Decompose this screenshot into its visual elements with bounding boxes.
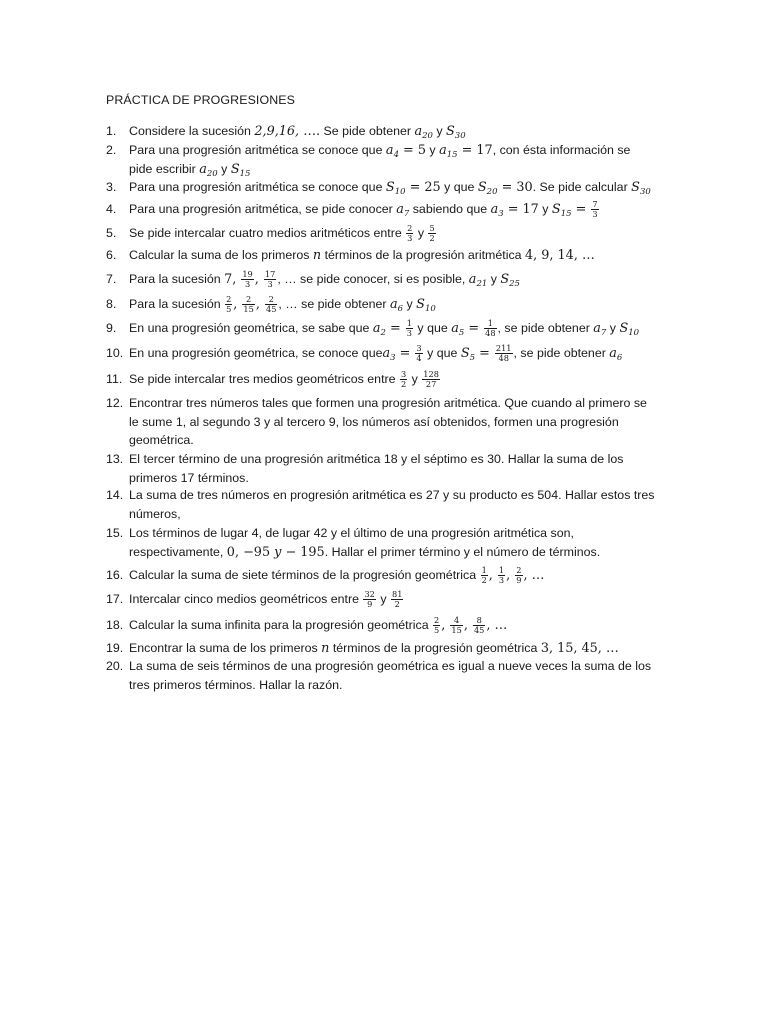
math-variable: $a_3$ — [382, 346, 396, 363]
fraction — [515, 566, 522, 585]
math-expression: n — [312, 248, 322, 263]
math-variable: $a_2$ — [372, 321, 386, 338]
fraction — [415, 344, 422, 363]
math-subscript: 30 — [454, 131, 466, 141]
text-line — [129, 319, 659, 338]
math-expression: = — [385, 321, 405, 336]
fraction-numerator: 211 — [495, 343, 512, 354]
text-line — [129, 566, 659, 585]
text-run: términos de la progresión aritmética — [321, 248, 525, 262]
math-variable: $S_{15}$ — [230, 161, 251, 179]
text-run: Calcular la suma de siete términos de la progresión geométrica — [129, 568, 480, 582]
text-run: números, — [129, 506, 181, 521]
text-run: En una progresión geométrica, se sabe que — [129, 321, 373, 335]
fraction-denominator: 2 — [429, 233, 435, 244]
text-line — [129, 543, 659, 562]
text-run: , … se pide conocer, si es posible, — [277, 272, 469, 286]
text-run: y — [538, 202, 552, 216]
exercise-text — [129, 246, 659, 265]
fraction — [406, 224, 413, 243]
fraction-numerator: 1 — [498, 565, 505, 576]
fraction-numerator: 19 — [242, 269, 253, 280]
math-variable: $a_{15}$ — [439, 143, 458, 160]
math-variable: $a_4$ — [385, 143, 399, 160]
exercise-number: 8. — [106, 297, 117, 311]
exercise-text — [129, 200, 659, 219]
text-run: y — [403, 297, 417, 311]
text-run: , se pide obtener — [497, 321, 594, 335]
text-line — [129, 505, 659, 524]
fraction-numerator: 1 — [481, 565, 487, 576]
math-expression: , — [255, 297, 264, 312]
fraction — [428, 224, 435, 243]
text-line — [129, 676, 659, 695]
exercise-number: 9. — [106, 321, 117, 335]
math-expression: = — [464, 321, 484, 336]
text-line — [129, 224, 659, 243]
math-expression: , — [441, 618, 450, 633]
exercise-text — [129, 616, 659, 635]
math-expression: y — [274, 544, 282, 560]
text-run: Se pide intercalar cuatro medios aritméticos entre — [129, 226, 406, 240]
math-expression: = 5 — [398, 143, 426, 158]
fraction-denominator: 3 — [267, 279, 273, 290]
text-run: geométrica. — [129, 433, 194, 448]
math-expression: 2,9,16, …. — [254, 124, 321, 139]
text-run: Para una progresión aritmética se conoce que — [129, 180, 386, 194]
text-run: le sume 1, al segundo 3 y al tercero 9, los números así obtenidos, formen una progresión — [129, 414, 619, 429]
math-subscript: 10 — [628, 328, 640, 338]
text-run: Se pide intercalar tres medios geométricos entre — [129, 372, 399, 386]
text-run: . Hallar el primer término y el número de términos. — [324, 544, 601, 559]
fraction-denominator: 3 — [592, 209, 598, 220]
fraction-denominator: 3 — [406, 328, 412, 339]
text-run: Para una progresión aritmética se conoce que — [129, 143, 386, 157]
math-expression: 3, 15, 45, … — [540, 641, 619, 656]
math-subscript: 4 — [393, 150, 399, 160]
math-subscript: 6 — [616, 353, 623, 363]
fraction-denominator: 27 — [425, 379, 437, 390]
text-run: y — [408, 372, 422, 386]
exercise-number: 5. — [106, 226, 117, 240]
exercise-text — [129, 370, 659, 389]
math-variable: $S_{10}$ — [619, 321, 640, 338]
exercise-number: 18. — [106, 618, 124, 632]
math-subscript: 20 — [422, 131, 433, 141]
exercise-number: 6. — [106, 248, 117, 262]
math-expression: − 195 — [281, 544, 325, 560]
fraction-denominator: 2 — [400, 379, 407, 390]
math-variable: $S_{30}$ — [631, 180, 651, 197]
text-run: y — [217, 161, 231, 176]
text-line — [129, 344, 659, 363]
text-run: y — [432, 124, 447, 138]
math-expression: = 17 — [503, 202, 539, 217]
exercise-text — [129, 450, 659, 487]
math-variable: $S_{10}$ — [385, 180, 406, 197]
text-run: primeros 17 términos. — [129, 470, 249, 485]
text-run: , se pide obtener — [513, 346, 610, 360]
fraction-denominator: 5 — [434, 625, 440, 636]
exercise-number: 20. — [106, 659, 124, 673]
fraction-denominator: 2 — [481, 575, 487, 586]
math-subscript: 15 — [239, 168, 251, 179]
text-line — [129, 450, 659, 469]
fraction — [484, 319, 496, 338]
math-subscript: 15 — [560, 209, 572, 219]
fraction — [391, 590, 403, 609]
fraction-numerator: 128 — [423, 369, 439, 380]
fraction — [450, 616, 462, 635]
fraction — [591, 200, 598, 219]
fraction — [225, 295, 232, 314]
exercise-text — [129, 590, 659, 609]
math-subscript: 3 — [390, 353, 396, 363]
text-line — [129, 639, 659, 658]
text-run: Para una progresión aritmética, se pide conocer — [129, 202, 397, 216]
exercise-text — [129, 657, 659, 694]
math-expression: , — [463, 618, 472, 633]
exercise-number: 4. — [106, 202, 117, 216]
exercise-number: 17. — [106, 592, 124, 606]
math-subscript: 25 — [509, 279, 520, 289]
text-line — [129, 431, 659, 450]
math-subscript: 6 — [397, 304, 404, 314]
fraction-denominator: 45 — [265, 304, 277, 315]
fraction-denominator: 9 — [516, 575, 522, 586]
fraction-denominator: 4 — [416, 353, 422, 364]
exercise-text — [129, 141, 659, 178]
fraction-numerator: 8 — [473, 616, 485, 626]
fraction-denominator: 2 — [394, 599, 400, 610]
math-subscript: 3 — [498, 209, 504, 219]
exercise-number: 11. — [106, 372, 123, 386]
fraction-numerator: 3 — [400, 369, 407, 380]
text-run: La suma de seis términos de una progresión geométrica es igual a nueve veces la suma de los — [129, 659, 652, 673]
exercise-number: 16. — [106, 568, 124, 582]
exercise-number: 1. — [106, 124, 117, 138]
text-run: Encontrar la suma de los primeros — [129, 641, 322, 655]
text-line — [129, 370, 659, 389]
text-run: Calcular la suma infinita para la progresión geométrica — [129, 618, 433, 632]
fraction-numerator: 2 — [242, 295, 254, 305]
text-line — [129, 200, 659, 219]
text-run: Calcular la suma de los primeros — [129, 248, 313, 262]
text-run: y — [376, 592, 390, 606]
math-expression: = 30 — [497, 180, 533, 195]
text-run: , con ésta información se — [492, 143, 631, 157]
fraction-denominator: 9 — [367, 599, 373, 610]
fraction-numerator: 32 — [364, 589, 375, 600]
exercise-number: 15. — [106, 526, 124, 540]
math-variable: $S_{10}$ — [416, 297, 436, 314]
text-run: El tercer término de una progresión aritmética 18 y el séptimo es 30. Hallar la suma de los — [129, 452, 624, 466]
math-expression: = 25 — [405, 180, 441, 195]
math-expression: 0, −95 — [226, 544, 275, 560]
fraction-denominator: 3 — [407, 233, 413, 244]
math-expression: = — [571, 202, 591, 217]
math-variable: $a_7$ — [593, 321, 607, 338]
math-variable: $a_{21}$ — [468, 272, 488, 289]
fraction — [363, 590, 375, 609]
text-run: y — [425, 143, 440, 157]
fraction-numerator: 2 — [516, 565, 522, 576]
fraction-numerator: 81 — [391, 589, 403, 600]
math-variable: $S_5$ — [460, 346, 476, 363]
text-line — [129, 486, 659, 505]
fraction-numerator: 7 — [592, 199, 598, 210]
text-run: tres primeros términos. Hallar la razón. — [129, 677, 343, 692]
math-variable: $S_{30}$ — [446, 124, 466, 141]
fraction-numerator: 2 — [407, 223, 413, 234]
text-run: y que — [413, 321, 452, 335]
exercise-text — [129, 486, 659, 523]
text-line — [129, 616, 659, 635]
fraction-numerator: 1 — [406, 318, 412, 329]
text-run: Para la sucesión — [129, 297, 225, 311]
text-line — [129, 141, 659, 160]
math-expression: n — [321, 641, 330, 656]
math-variable: $a_3$ — [490, 202, 504, 219]
math-expression: 4, 9, 14, … — [524, 248, 595, 263]
text-line — [129, 246, 659, 265]
exercise-number: 10. — [106, 346, 124, 360]
math-variable: $a_6$ — [609, 346, 623, 363]
text-line — [129, 122, 659, 141]
math-expression: , — [506, 568, 515, 583]
math-expression: , … — [486, 618, 508, 633]
math-expression: , … — [523, 568, 545, 583]
fraction-numerator: 5 — [429, 223, 435, 234]
fraction-numerator: 2 — [434, 615, 440, 626]
exercise-text — [129, 639, 659, 658]
fraction-numerator: 1 — [484, 319, 496, 329]
exercise-text — [129, 319, 659, 338]
text-run: sabiendo que — [409, 202, 491, 216]
fraction-numerator: 2 — [265, 295, 277, 305]
math-expression: 7, — [224, 272, 241, 287]
exercise-number: 7. — [106, 272, 117, 286]
exercise-text — [129, 224, 659, 243]
math-subscript: 5 — [469, 353, 476, 363]
math-variable: $a_5$ — [451, 321, 465, 338]
exercise-text — [129, 344, 659, 363]
exercise-number: 13. — [106, 452, 124, 466]
fraction-denominator: 48 — [498, 353, 509, 364]
fraction — [498, 566, 505, 585]
fraction — [242, 295, 254, 314]
exercise-number: 2. — [106, 143, 117, 157]
text-line — [129, 524, 659, 543]
fraction — [422, 370, 440, 389]
exercise-number: 19. — [106, 641, 124, 655]
text-run: . Se pide calcular — [532, 180, 632, 194]
text-line — [129, 657, 659, 676]
text-run: y que — [423, 346, 461, 360]
math-subscript: 21 — [476, 279, 488, 289]
math-expression: = — [395, 346, 415, 361]
fraction-numerator: 3 — [416, 343, 422, 354]
text-run: Intercalar cinco medios geométricos entre — [129, 592, 363, 606]
text-line — [129, 295, 659, 314]
fraction-denominator: 3 — [498, 575, 505, 586]
text-line — [129, 413, 659, 432]
math-variable: $S_{25}$ — [500, 272, 520, 289]
text-run: En una progresión geométrica, se conoce que — [129, 346, 383, 360]
text-run: Se pide obtener — [320, 124, 415, 138]
math-subscript: 5 — [458, 328, 465, 338]
math-subscript: 7 — [403, 209, 410, 219]
fraction — [406, 319, 413, 338]
text-run: términos de la progresión geométrica — [329, 641, 541, 655]
exercise-text — [129, 566, 659, 585]
fraction-numerator: 4 — [450, 616, 462, 626]
text-line — [129, 469, 659, 488]
math-expression: = 17 — [457, 143, 493, 158]
text-run: y — [487, 272, 501, 286]
math-expression: , — [233, 297, 242, 312]
text-line — [129, 394, 659, 413]
math-subscript: 20 — [206, 168, 218, 179]
exercise-text — [129, 270, 659, 289]
text-run: y — [414, 226, 428, 240]
fraction — [433, 616, 440, 635]
exercise-number: 3. — [106, 180, 117, 194]
text-line — [129, 160, 659, 179]
text-run: y — [606, 321, 620, 335]
exercise-number: 14. — [106, 488, 124, 502]
math-subscript: 2 — [380, 328, 386, 338]
exercise-text — [129, 122, 659, 141]
text-run: pide escribir — [129, 161, 200, 176]
fraction-denominator: 3 — [244, 279, 251, 290]
text-line — [129, 590, 659, 609]
math-variable: $S_{20}$ — [477, 180, 498, 197]
fraction-denominator: 45 — [473, 625, 485, 636]
math-subscript: 10 — [394, 187, 406, 197]
math-expression: , — [254, 272, 263, 287]
fraction-denominator: 5 — [226, 304, 232, 315]
fraction-denominator: 15 — [451, 625, 462, 636]
page-title: PRÁCTICA DE PROGRESIONES — [106, 93, 295, 107]
exercise-text — [129, 178, 659, 197]
fraction-denominator: 48 — [485, 328, 496, 339]
math-subscript: 30 — [639, 187, 651, 197]
text-run: Encontrar tres números tales que formen una progresión aritmética. Que cuando al primero se — [129, 396, 647, 410]
text-run: La suma de tres números en progresión aritmética es 27 y su producto es 504. Hallar estos tres — [129, 488, 655, 502]
math-variable: $a_6$ — [390, 297, 404, 314]
math-subscript: 15 — [446, 150, 458, 160]
math-variable: $a_{20}$ — [199, 161, 218, 179]
text-run: Para la sucesión — [129, 272, 225, 286]
fraction — [264, 270, 276, 289]
text-line — [129, 178, 659, 197]
text-run: Considere la sucesión — [129, 124, 255, 138]
text-run: , … se pide obtener — [278, 297, 390, 311]
fraction-denominator: 15 — [243, 304, 254, 315]
text-line — [129, 270, 659, 289]
fraction — [495, 344, 513, 363]
exercise-text — [129, 295, 659, 314]
text-run: respectivamente, — [129, 544, 227, 559]
math-expression: , — [488, 568, 497, 583]
math-subscript: 20 — [486, 187, 498, 197]
fraction — [241, 270, 253, 289]
math-variable: $S_{15}$ — [551, 202, 572, 219]
fraction — [265, 295, 277, 314]
text-run: Los términos de lugar 4, de lugar 42 y el último de una progresión aritmética son, — [129, 526, 574, 540]
exercise-number: 12. — [106, 396, 124, 410]
math-variable: $a_7$ — [396, 202, 410, 219]
math-expression: = — [475, 346, 494, 361]
fraction-numerator: 17 — [264, 269, 276, 280]
fraction-numerator: 2 — [226, 294, 232, 305]
exercise-text — [129, 394, 659, 450]
fraction — [481, 566, 488, 585]
math-subscript: 10 — [424, 304, 436, 314]
math-variable: $a_{20}$ — [414, 124, 433, 141]
fraction — [400, 370, 407, 389]
exercise-text — [129, 524, 659, 561]
fraction — [473, 616, 485, 635]
text-run: y que — [440, 180, 478, 194]
math-subscript: 7 — [600, 328, 607, 338]
